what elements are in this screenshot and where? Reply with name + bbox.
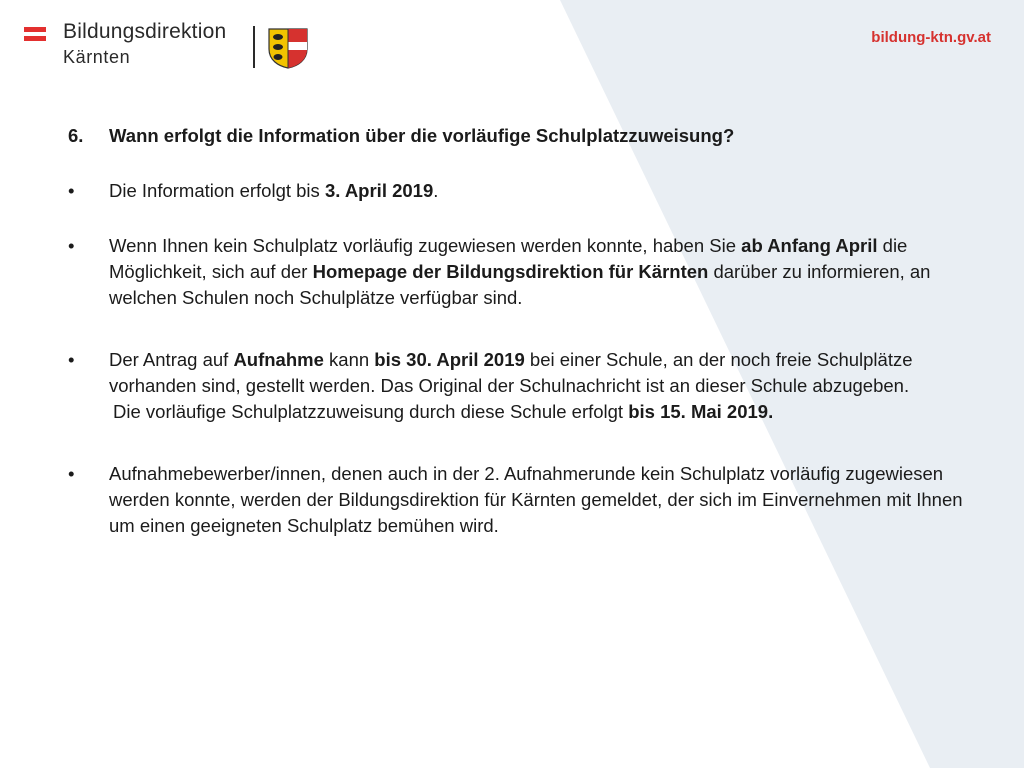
bullet-text: Der Antrag auf Aufnahme kann bis 30. April 2019 bei einer Schule, an der noch freie Schulplätze vorhanden sind, gestellt werden. Das Original der Schulnachricht ist an dieser Schule abzugeben. [109, 349, 913, 396]
question-text: Wann erfolgt die Information über die vorläufige Schulplatzzuweisung? [109, 125, 735, 146]
question-heading [68, 123, 968, 149]
list-item [68, 461, 968, 539]
list-item [68, 178, 968, 204]
bullet-text: Aufnahmebewerber/innen, denen auch in der 2. Aufnahmerunde kein Schulplatz vorläufig zugewiesen werden konnte, werden der Bildungsdirektion für Kärnten gemeldet, der sich im Einvernehmen mit Ihnen um einen geeigneten Schulplatz bemühen wird. [109, 463, 963, 536]
header [0, 0, 1024, 80]
logo [63, 21, 226, 66]
list-item [68, 347, 968, 399]
bullet-continuation: Die vorläufige Schulplatzzuweisung durch diese Schule erfolgt bis 15. Mai 2019. [113, 401, 774, 422]
carinthia-coat-of-arms-icon [267, 27, 309, 69]
logo-divider [253, 26, 255, 68]
bullet-text: Die Information erfolgt bis 3. April 2019. [109, 180, 439, 201]
logo-line2: Kärnten [63, 47, 131, 67]
list-item [68, 233, 968, 311]
site-url[interactable]: bildung-ktn.gv.at [871, 29, 991, 46]
bullet: • [68, 463, 75, 484]
question-number: 6. [68, 125, 84, 146]
bullet: • [68, 235, 75, 256]
bullet: • [68, 180, 75, 201]
logo-line1: Bildungsdirektion [63, 20, 227, 43]
bullet: • [68, 349, 75, 370]
slide-content [68, 123, 968, 539]
austria-flag-icon [24, 27, 46, 41]
bullet-text: Wenn Ihnen kein Schulplatz vorläufig zugewiesen werden konnte, haben Sie ab Anfang April die Möglichkeit, sich auf der Homepage der Bildungsdirektion für Kärnten darüber zu informieren, an welchen Schulen noch Schulplätze verfügbar sind. [109, 235, 931, 308]
